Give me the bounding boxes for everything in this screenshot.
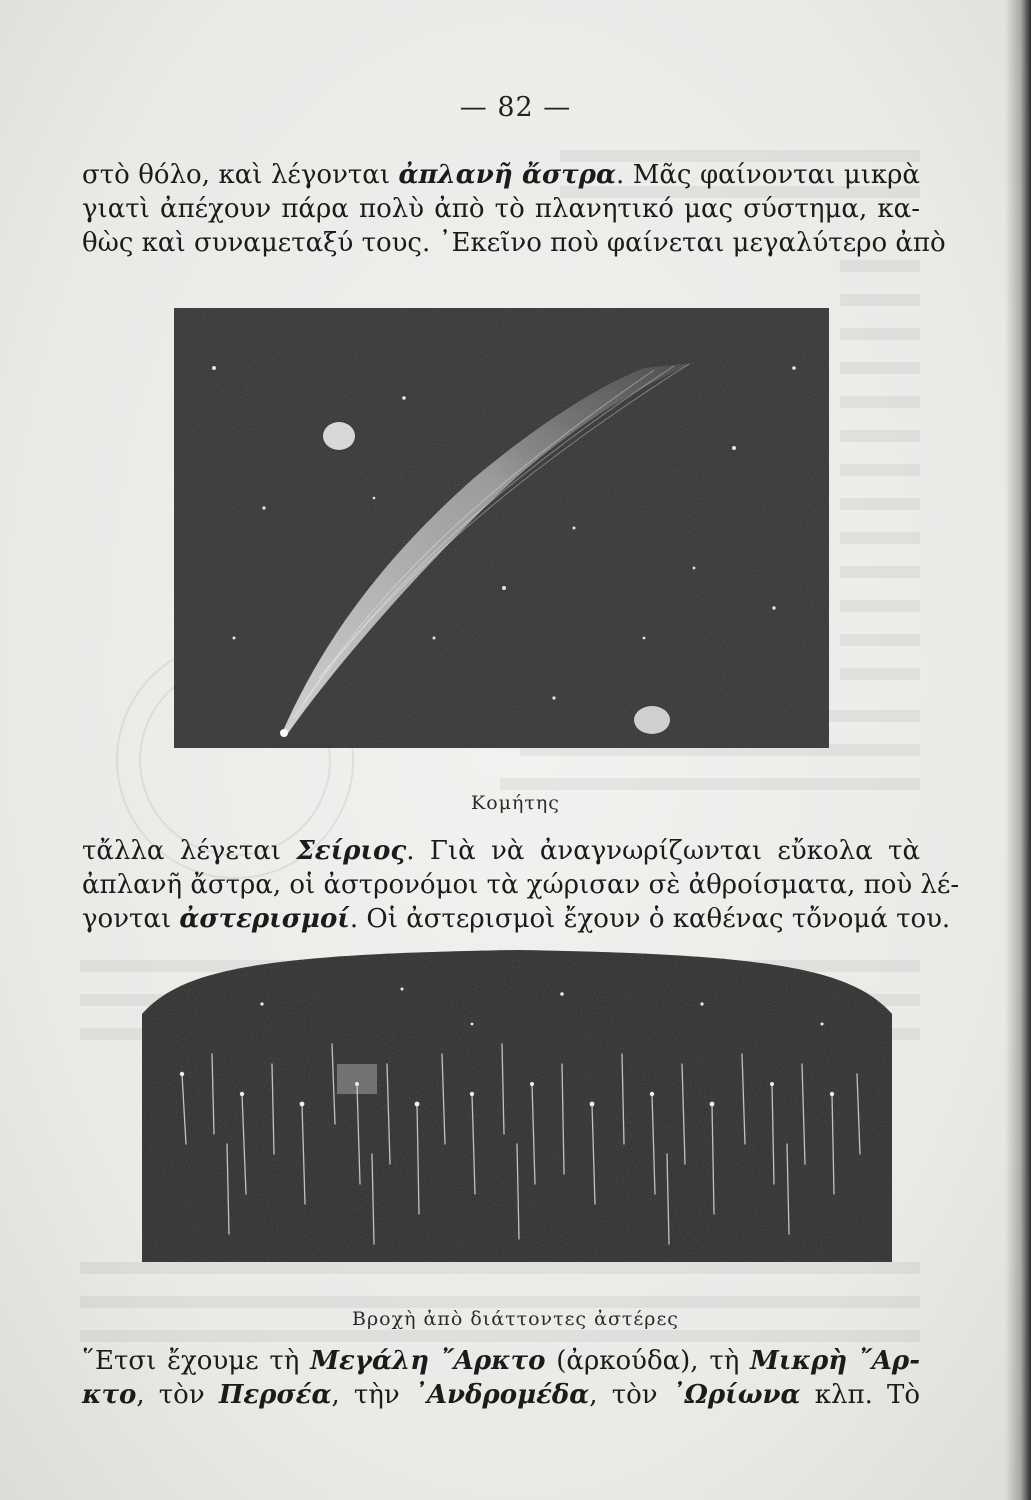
text-line: γιατὶ ἀπέχουν πάρα πολὺ ἀπὸ τὸ πλανητικό μας σύστημα, κα- — [82, 194, 920, 224]
comet-engraving — [174, 308, 829, 748]
text-line: ῞Ετσι ἔχουμε τὴ Μεγάλη ῎Αρκτο (ἀρκούδα), τὴ Μικρὴ ῎Αρ- — [82, 1346, 921, 1376]
term-fixed-stars: ἀπλανῆ ἄστρα — [398, 160, 616, 190]
comet-illustration — [174, 308, 829, 748]
text-line: ἀπλανῆ ἄστρα, οἱ ἀστρονόμοι τὰ χώρισαν σὲ ἀθροίσματα, ποὺ λέ- — [82, 870, 960, 900]
term-little-bear: Μικρὴ ῎Αρ- — [750, 1346, 921, 1376]
paragraph-constellation-names — [82, 1344, 920, 1412]
term-sirius: Σείριος — [296, 836, 407, 866]
text-line: τἄλλα λέγεται Σείριος. Γιὰ νὰ ἀναγνωρίζωνται εὔκολα τὰ — [82, 836, 920, 866]
term-andromeda: ᾿Ανδρομέδα — [413, 1380, 590, 1410]
caption-comet: Κομήτης — [471, 792, 560, 814]
page-number: — 82 — — [459, 92, 572, 123]
term-perseus: Περσέα — [218, 1380, 332, 1410]
caption-meteor-shower: Βροχὴ ἀπὸ διάττοντες ἀστέρες — [352, 1308, 679, 1330]
text-line: θὼς καὶ συναμεταξύ τους. ᾿Εκεῖνο ποὺ φαίνεται μεγαλύτερο ἀπὸ — [82, 228, 946, 258]
term-orion: ᾿Ωρίωνα — [671, 1380, 801, 1410]
text-line: στὸ θόλο, καὶ λέγονται ἀπλανῆ ἄστρα. Μᾶς φαίνονται μικρὰ — [82, 160, 920, 190]
meteor-shower-engraving — [142, 944, 892, 1262]
meteor-shower-illustration — [142, 944, 892, 1262]
text-line: κτο, τὸν Περσέα, τὴν ᾿Ανδρομέδα, τὸν ᾿Ωρίωνα κλπ. Τὸ — [82, 1380, 921, 1410]
term-constellations: ἀστερισμοί — [179, 904, 350, 934]
text-line: γονται ἀστερισμοί. Οἱ ἀστερισμοὶ ἔχουν ὁ καθένας τὄνομά του. — [82, 904, 951, 934]
paragraph-sirius — [82, 834, 960, 936]
term-great-bear: Μεγάλη ῎Αρκτο — [310, 1346, 546, 1376]
paragraph-intro — [82, 158, 946, 260]
